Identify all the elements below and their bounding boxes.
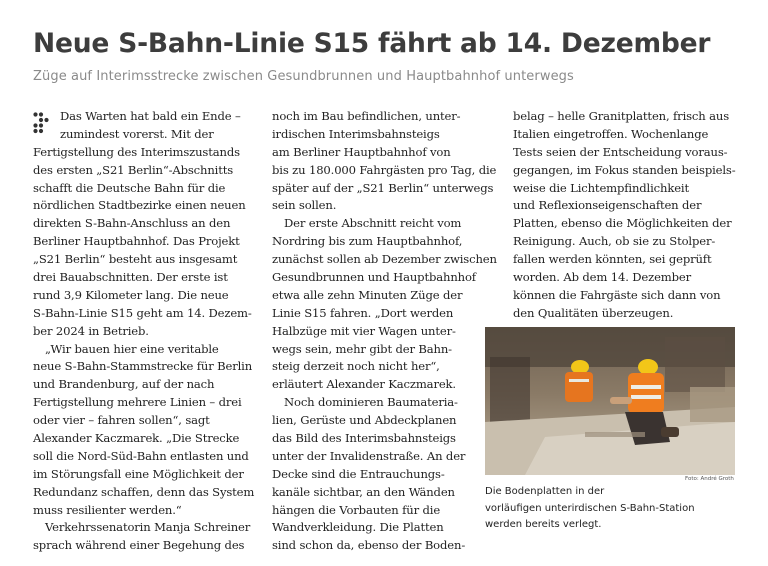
text-line: steig derzeit noch nicht her“, — [272, 359, 440, 374]
text-line: oder vier – fahren sollen“, sagt — [33, 413, 210, 428]
text-line: lien, Gerüste und Abdeckplanen — [272, 413, 457, 428]
text-line: Alexander Kaczmarek. „Die Strecke — [33, 431, 240, 446]
text-line: Das Warten hat bald ein Ende – — [60, 109, 241, 123]
text-line: muss resilienter werden.“ — [33, 502, 182, 517]
text-line: neue S-Bahn-Stammstrecke für Berlin — [33, 359, 253, 374]
text-line: wegs sein, mehr gibt der Bahn- — [272, 341, 452, 356]
article-column-1 — [33, 108, 255, 555]
text-line: Fertigstellung mehrere Linien – drei — [33, 395, 242, 410]
article-column-2 — [272, 108, 497, 555]
text-line: etwa alle zehn Minuten Züge der — [272, 287, 463, 302]
text-line: Nordring bis zum Hauptbahnhof, — [272, 234, 463, 249]
caption-line: vorläufigen unterirdischen S-Bahn-Station — [485, 502, 695, 514]
text-line: erläutert Alexander Kaczmarek. — [272, 377, 456, 392]
text-line: rund 3,9 Kilometer lang. Die neue — [33, 287, 229, 302]
text-line: und Reflexionseigenschaften der — [513, 198, 702, 213]
photo-credit: Foto: André Groth — [685, 476, 734, 482]
text-line: des ersten „S21 Berlin“-Abschnitts — [33, 162, 234, 177]
subheadline: Züge auf Interimsstrecke zwischen Gesundbrunnen und Hauptbahnhof unterwegs — [33, 69, 574, 84]
text-line: Redundanz schaffen, denn das System — [33, 484, 255, 499]
text-line: sprach während einer Begehung des — [33, 538, 245, 553]
text-line: Wandverkleidung. Die Platten — [272, 520, 444, 535]
text-line: und Brandenburg, auf der nach — [33, 377, 215, 392]
caption-line: Die Bodenplatten in der — [485, 486, 605, 497]
text-line: drei Bauabschnitten. Der erste ist — [33, 270, 228, 285]
text-line: das Bild des Interimsbahnsteigs — [272, 431, 456, 446]
text-line: ber 2024 in Betrieb. — [33, 323, 149, 338]
text-line: Noch dominieren Baumateria- — [284, 395, 458, 410]
text-line: im Störungsfall eine Möglichkeit der — [33, 466, 244, 481]
text-line: fallen werden könnten, sei geprüft — [513, 252, 712, 267]
text-line: Platten, ebenso die Möglichkeiten der — [513, 216, 732, 231]
text-line: sind schon da, ebenso der Boden- — [272, 538, 466, 553]
text-line: belag – helle Granitplatten, frisch aus — [513, 109, 730, 123]
text-line: Linie S15 fahren. „Dort werden — [272, 305, 454, 320]
text-line: später auf der „S21 Berlin“ unterwegs — [272, 180, 494, 195]
text-line: können die Fahrgäste sich dann von — [513, 287, 721, 302]
text-line: Reinigung. Auch, ob sie zu Stolper- — [513, 234, 716, 249]
text-line: zunächst sollen ab Dezember zwischen — [272, 252, 497, 267]
text-line: am Berliner Hauptbahnhof von — [272, 144, 451, 159]
text-line: nördlichen Stadtbezirke einen neuen — [33, 198, 246, 213]
text-line: noch im Bau befindlichen, unter- — [272, 109, 461, 123]
text-line: soll die Nord-Süd-Bahn entlasten und — [33, 448, 249, 463]
construction-photo — [485, 327, 735, 475]
text-line: Italien eingetroffen. Wochenlange — [513, 126, 709, 141]
text-line: worden. Ab dem 14. Dezember — [513, 270, 692, 285]
text-line: irdischen Interimsbahnsteigs — [272, 126, 440, 141]
text-line: gegangen, im Fokus standen beispiels- — [513, 162, 736, 177]
text-line: direkten S-Bahn-Anschluss an den — [33, 216, 231, 231]
text-line: Fertigstellung des Interimszustands — [33, 144, 240, 159]
text-line: den Qualitäten überzeugen. — [513, 305, 674, 320]
text-line: schafft die Deutsche Bahn für die — [33, 180, 226, 195]
caption-line: werden bereits verlegt. — [485, 519, 602, 530]
text-line: Gesundbrunnen und Hauptbahnhof — [272, 270, 476, 285]
text-line: sein sollen. — [272, 198, 337, 213]
text-line: unter der Invalidenstraße. An der — [272, 448, 466, 463]
text-line: weise die Lichtempfindlichkeit — [513, 180, 689, 195]
text-line: hängen die Vorbauten für die — [272, 502, 441, 517]
text-line: Tests seien der Entscheidung voraus- — [513, 144, 728, 159]
text-line: zumindest vorerst. Mit der — [60, 126, 214, 141]
text-line: S-Bahn-Linie S15 geht am 14. Dezem- — [33, 305, 252, 320]
text-line: Verkehrssenatorin Manja Schreiner — [45, 520, 251, 535]
text-line: Der erste Abschnitt reicht vom — [284, 216, 462, 231]
text-line: kanäle sichtbar, an den Wänden — [272, 484, 455, 499]
text-line: „S21 Berlin“ besteht aus insgesamt — [33, 252, 238, 267]
text-line: Berliner Hauptbahnhof. Das Projekt — [33, 234, 240, 249]
text-line: Halbzüge mit vier Wagen unter- — [272, 323, 456, 338]
article-column-3 — [513, 108, 735, 323]
text-line: Decke sind die Entrauchungs- — [272, 466, 445, 481]
photo-caption — [485, 484, 735, 534]
headline: Neue S-Bahn-Linie S15 fährt ab 14. Dezember — [33, 28, 711, 59]
text-line: bis zu 180.000 Fahrgästen pro Tag, die — [272, 162, 497, 177]
text-line: „Wir bauen hier eine veritable — [45, 341, 219, 356]
